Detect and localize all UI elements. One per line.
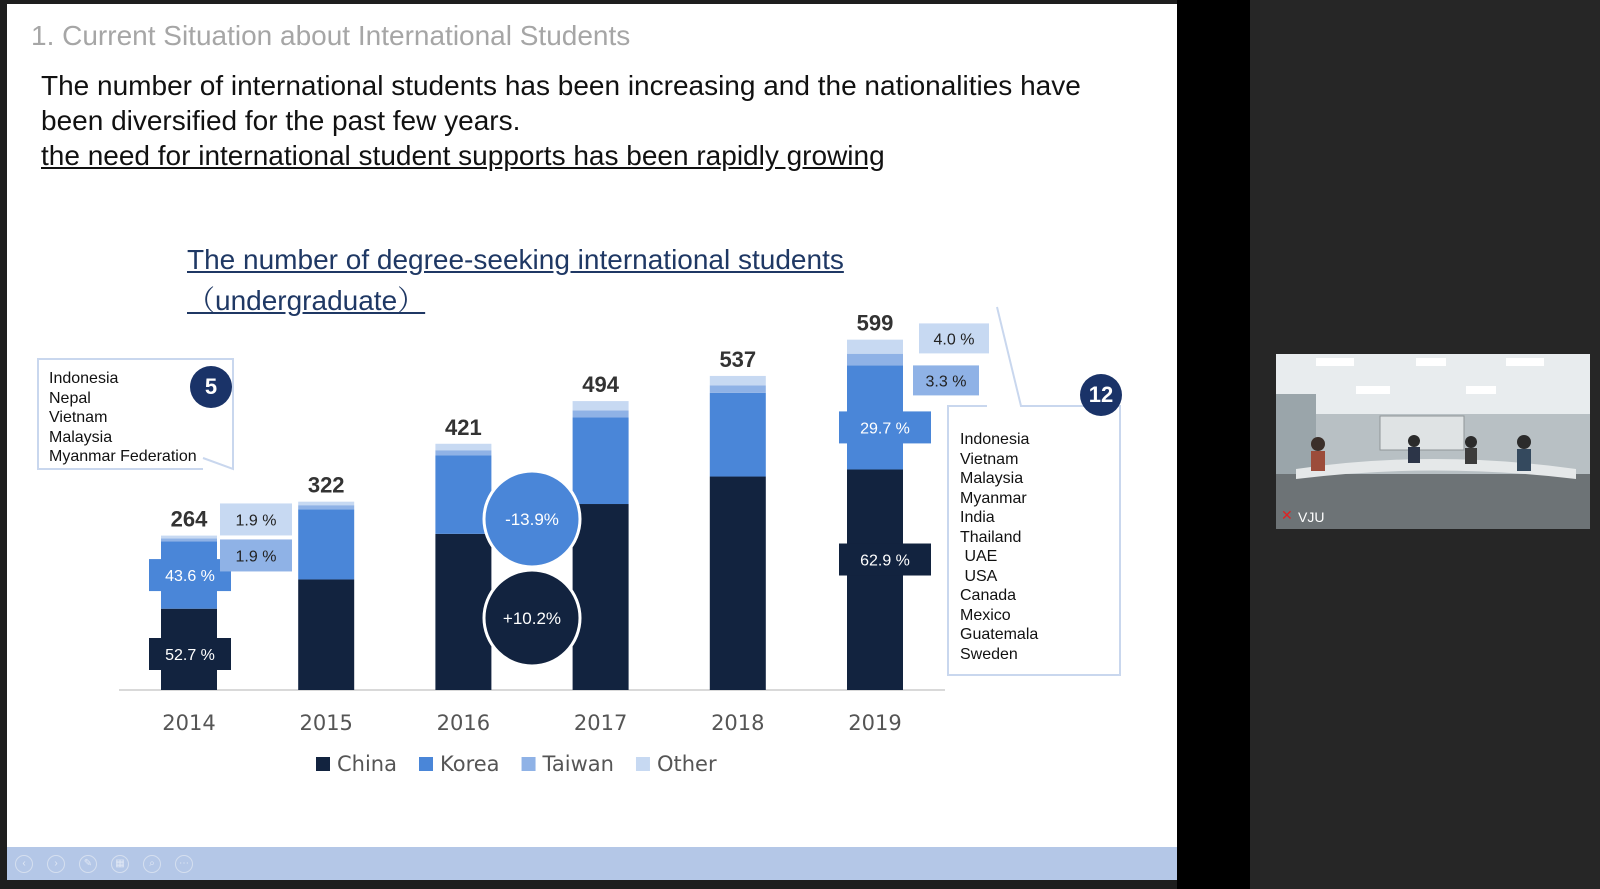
ceiling-light <box>1416 358 1446 366</box>
change-label-china: +10.2% <box>502 609 562 628</box>
person <box>1311 451 1325 471</box>
total-label-2014: 264 <box>170 506 208 532</box>
data-label-2014-taiwan: 1.9 % <box>235 548 277 566</box>
next-slide-icon[interactable]: › <box>47 855 65 873</box>
chart-title-line-1: The number of degree-seeking international students <box>187 244 844 275</box>
country-name: Canada <box>960 587 1017 604</box>
presentation-slide <box>7 4 1177 880</box>
whiteboard <box>1380 416 1464 450</box>
country-name: Malaysia <box>960 470 1024 487</box>
legend-swatch-taiwan <box>522 757 536 771</box>
legend-label-other: Other <box>656 752 717 776</box>
x-tick-2015: 2015 <box>299 711 353 735</box>
bar-korea-2015 <box>298 509 354 579</box>
ceiling-light <box>1356 386 1390 394</box>
presentation-control-bar <box>7 847 1177 880</box>
bar-korea-2018 <box>710 393 766 477</box>
pen-icon[interactable]: ✎ <box>79 855 97 873</box>
person <box>1408 447 1420 463</box>
bar-china-2015 <box>298 579 354 690</box>
participant-name: VJU <box>1298 509 1325 525</box>
data-label-2014-korea: 43.6 % <box>165 568 215 586</box>
right-country-callout <box>950 408 1118 673</box>
zoom-icon[interactable]: ⌕ <box>143 855 161 873</box>
bar-taiwan-2018 <box>710 385 766 393</box>
legend-swatch-other <box>636 757 650 771</box>
data-label-2019-korea: 29.7 % <box>860 420 910 438</box>
country-name: Indonesia <box>960 431 1030 448</box>
x-tick-labels <box>162 711 901 735</box>
previous-slide-icon[interactable]: ‹ <box>15 855 33 873</box>
person <box>1465 448 1477 464</box>
country-name: India <box>960 509 995 526</box>
country-name: Myanmar Federation <box>49 448 197 465</box>
bar-taiwan-2015 <box>298 505 354 509</box>
total-label-2019: 599 <box>856 310 894 336</box>
bar-china-2018 <box>710 477 766 690</box>
chart-title-line-2: （undergraduate） <box>187 285 426 316</box>
meeting-room-video <box>1276 354 1590 529</box>
total-label-2016: 421 <box>445 414 482 440</box>
total-label-2017: 494 <box>582 372 619 398</box>
bar-taiwan-2014 <box>161 539 217 542</box>
bar-taiwan-2016 <box>435 450 491 455</box>
bar-other-2014 <box>161 536 217 539</box>
slides-grid-icon[interactable]: ▦ <box>111 855 129 873</box>
ceiling-light <box>1316 358 1354 366</box>
country-name: Vietnam <box>960 450 1019 468</box>
country-name: Malaysia <box>49 428 113 446</box>
ceiling-light <box>1506 358 1544 366</box>
total-label-2015: 322 <box>307 472 345 498</box>
more-options-icon[interactable]: ⋯ <box>175 855 193 873</box>
data-label-2014-other: 1.9 % <box>235 512 277 530</box>
bar-other-2017 <box>573 401 629 410</box>
bar-taiwan-2017 <box>573 410 629 417</box>
x-tick-2018: 2018 <box>711 711 765 735</box>
person <box>1311 437 1325 451</box>
change-label-korea: -13.9% <box>505 510 559 529</box>
bar-china-2019 <box>847 470 903 690</box>
person <box>1517 449 1531 471</box>
muted-microphone-icon: ✕ <box>1281 507 1293 523</box>
bar-other-2019 <box>847 340 903 354</box>
country-name: USA <box>960 567 998 585</box>
chart-legend <box>316 752 717 776</box>
country-name: Myanmar <box>960 489 1027 507</box>
person <box>1465 436 1477 448</box>
x-tick-2016: 2016 <box>436 711 491 735</box>
legend-label-taiwan: Taiwan <box>542 752 614 776</box>
country-name: Thailand <box>960 528 1022 546</box>
legend-label-korea: Korea <box>440 752 500 776</box>
country-name: Guatemala <box>960 626 1039 643</box>
x-tick-2017: 2017 <box>573 711 628 735</box>
legend-label-china: China <box>337 752 397 776</box>
data-label-2014-china: 52.7 % <box>165 647 215 664</box>
bar-china-2017 <box>573 504 629 690</box>
country-name: Nepal <box>49 389 91 407</box>
total-label-2018: 537 <box>719 346 757 372</box>
right-country-list <box>960 430 1038 664</box>
legend-swatch-korea <box>419 757 433 771</box>
bar-other-2015 <box>298 502 354 506</box>
country-name: Sweden <box>960 645 1018 663</box>
bar-taiwan-2019 <box>847 354 903 366</box>
person <box>1517 435 1531 449</box>
country-count-badge-2019: 12 <box>1080 374 1122 416</box>
participant-video-tile[interactable] <box>1276 354 1590 529</box>
country-name: Indonesia <box>49 370 119 387</box>
bar-other-2018 <box>710 376 766 385</box>
country-name: Mexico <box>960 606 1011 624</box>
left-country-list <box>49 369 197 467</box>
body-text-line-3: the need for international student supports has been rapidly growing <box>41 140 885 171</box>
country-count-badge-2014: 5 <box>190 366 232 408</box>
window-divider <box>1177 0 1250 889</box>
data-label-2019-taiwan: 3.3 % <box>925 373 967 391</box>
data-label-2019-china: 62.9 % <box>860 552 910 570</box>
person <box>1408 435 1420 447</box>
legend-swatch-china <box>316 757 330 771</box>
x-tick-2014: 2014 <box>162 711 216 735</box>
country-name: Vietnam <box>49 409 108 426</box>
change-annotations <box>484 471 580 666</box>
country-name: UAE <box>960 548 998 565</box>
body-text-line-2: been diversified for the past few years. <box>41 105 521 136</box>
body-text-line-1: The number of international students has been increasing and the nationalities have <box>41 70 1081 101</box>
bar-korea-2017 <box>573 417 629 504</box>
bar-other-2016 <box>435 444 491 450</box>
x-tick-2019: 2019 <box>848 711 902 735</box>
ceiling-light <box>1466 386 1496 394</box>
slide-title: 1. Current Situation about International Students <box>31 20 631 51</box>
data-label-2019-other: 4.0 % <box>933 331 975 349</box>
